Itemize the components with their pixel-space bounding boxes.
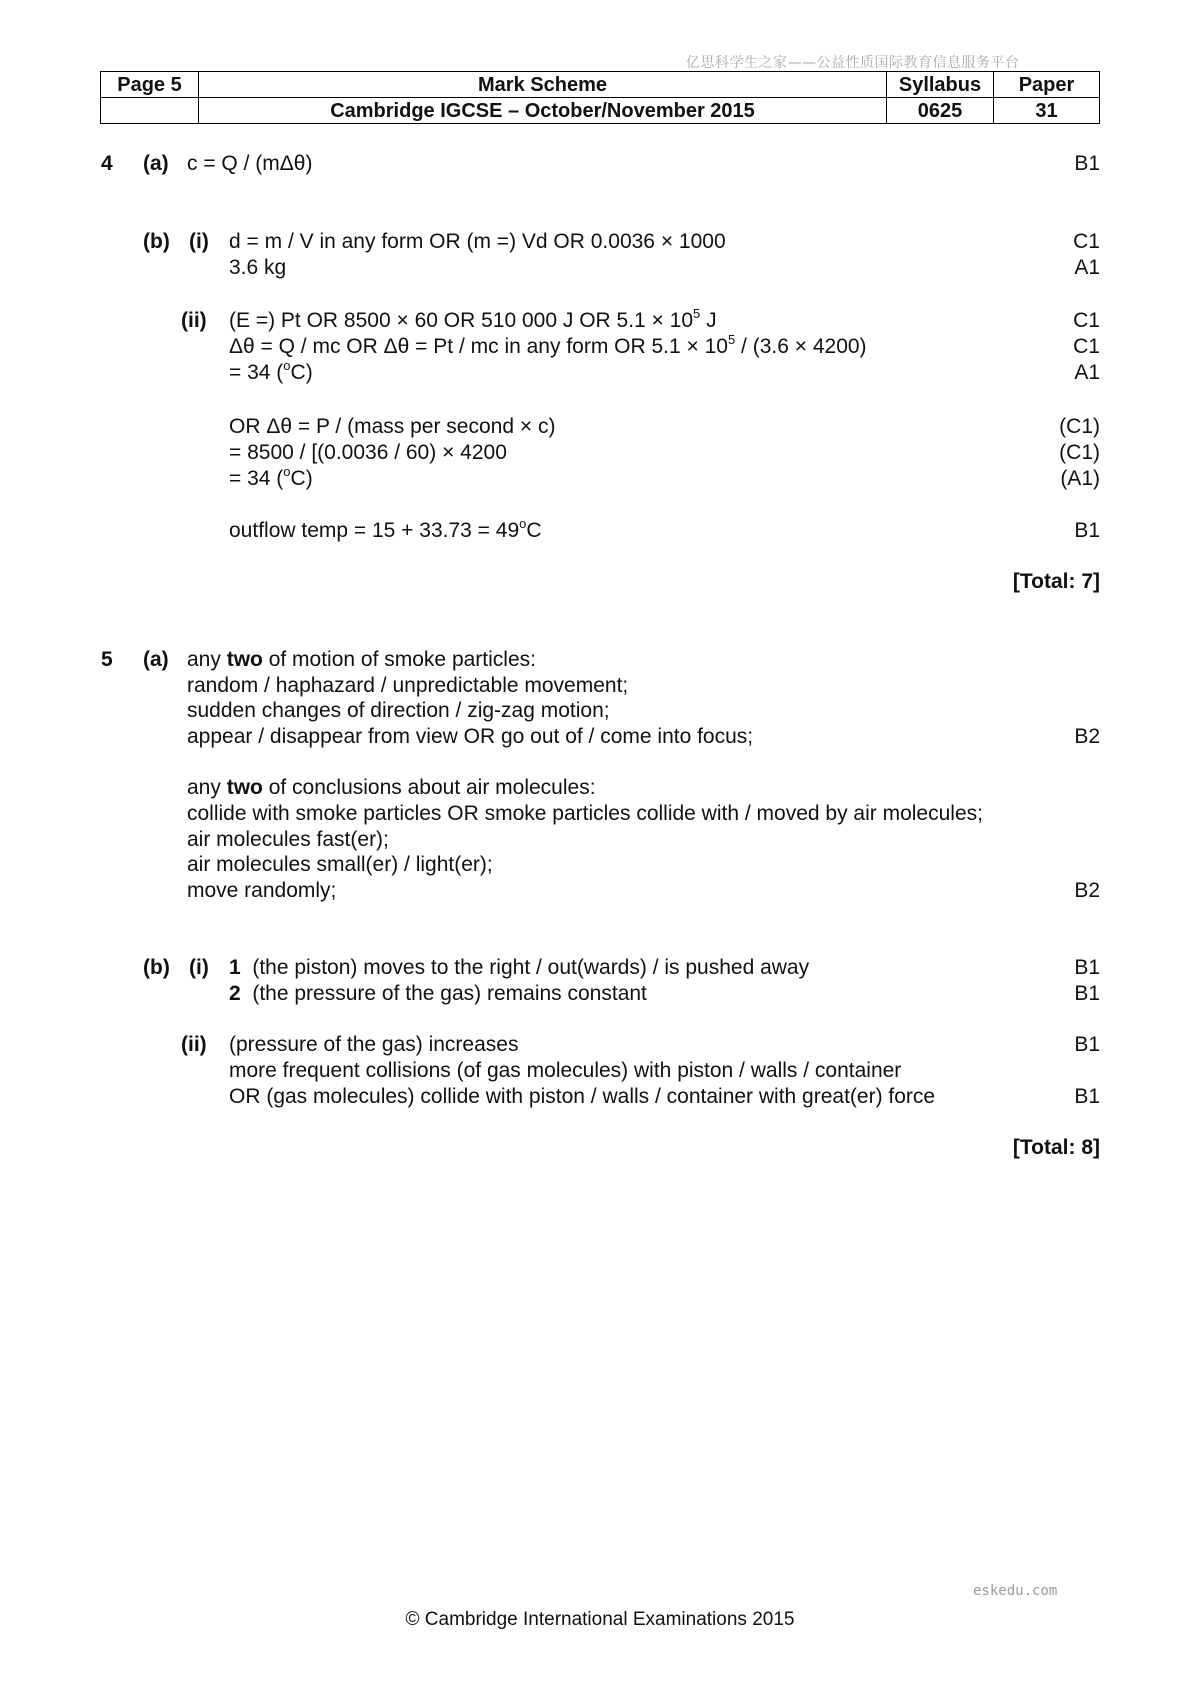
paper-label: Paper	[994, 72, 1100, 98]
answer-line: move randomly;	[187, 879, 337, 902]
answer-line: 3.6 kg	[229, 256, 287, 279]
mark: A1	[1074, 361, 1100, 384]
part-label: (b)	[143, 230, 170, 253]
part-label: (a)	[143, 648, 169, 671]
answer-line: 1 (the piston) moves to the right / out(wards) / is pushed away	[229, 956, 810, 979]
answer-line: = 8500 / [(0.0036 / 60) × 4200	[229, 441, 507, 464]
mark: B1	[1074, 152, 1100, 175]
mark: (C1)	[1059, 415, 1100, 438]
syllabus-code: 0625	[887, 98, 994, 124]
mark: B1	[1074, 982, 1100, 1005]
mark: (A1)	[1060, 467, 1100, 490]
mark: A1	[1074, 256, 1100, 279]
answer-line: more frequent collisions (of gas molecules) with piston / walls / container	[229, 1059, 902, 1082]
mark: B1	[1074, 956, 1100, 979]
answer-line: c = Q / (mΔθ)	[187, 152, 313, 175]
answer-line: Δθ = Q / mc OR Δθ = Pt / mc in any form OR $5.1 \times 10^5 / (3.6 \times 4200)$	[229, 332, 867, 358]
empty-cell	[101, 98, 199, 124]
answer-line: sudden changes of direction / zig-zag motion;	[187, 699, 610, 722]
answer-line: random / haphazard / unpredictable movement;	[187, 674, 629, 697]
answer-line: 2 (the pressure of the gas) remains constant	[229, 982, 647, 1005]
answer-line: appear / disappear from view OR go out of / come into focus;	[187, 725, 754, 748]
mark: C1	[1073, 230, 1100, 253]
copyright-footer: © Cambridge International Examinations 2015	[405, 1609, 795, 1630]
answer-line: OR (gas molecules) collide with piston / walls / container with great(er) force	[229, 1085, 936, 1108]
answer-line: collide with smoke particles OR smoke particles collide with / moved by air molecules;	[187, 802, 983, 825]
answer-line: d = m / V in any form OR (m =) Vd OR 0.0036 × 1000	[229, 230, 726, 253]
syllabus-label: Syllabus	[887, 72, 994, 98]
answer-line: outflow temp = $15 + 33.73 = 49^oC$	[229, 516, 542, 542]
paper-number: 31	[994, 98, 1100, 124]
answer-line: any two of motion of smoke particles:	[187, 648, 536, 671]
header-table	[100, 71, 1100, 124]
document-subtitle: Cambridge IGCSE – October/November 2015	[199, 98, 887, 124]
answer-line: (E =) Pt OR 8500 × 60 OR 510 000 J OR $5.1 \times 10^5$ J	[229, 306, 717, 332]
document-title: Mark Scheme	[199, 72, 887, 98]
answer-line: air molecules small(er) / light(er);	[187, 853, 493, 876]
answer-line: air molecules fast(er);	[187, 828, 389, 851]
answer-line: = 34 ($^o$C)	[229, 358, 313, 384]
answer-line: OR Δθ = P / (mass per second × c)	[229, 415, 556, 438]
mark: C1	[1073, 309, 1100, 332]
total-marks: [Total: 7]	[1012, 570, 1100, 593]
subpart-label: (i)	[189, 956, 209, 979]
total-marks: [Total: 8]	[1012, 1136, 1100, 1159]
subpart-label: (ii)	[181, 1033, 207, 1056]
answer-line: = 34 ($^o$C)	[229, 464, 313, 490]
mark: B2	[1074, 879, 1100, 902]
mark: B2	[1074, 725, 1100, 748]
mark: B1	[1074, 1033, 1100, 1056]
subpart-label: (i)	[189, 230, 209, 253]
part-label: (b)	[143, 956, 170, 979]
question-number: 4	[101, 152, 113, 175]
watermark: 亿思科学生之家——公益性质国际教育信息服务平台	[686, 55, 1020, 71]
answer-line: any two of conclusions about air molecules:	[187, 776, 596, 799]
subpart-label: (ii)	[181, 309, 207, 332]
page-number: Page 5	[101, 72, 199, 98]
mark: B1	[1074, 1085, 1100, 1108]
source-watermark: eskedu.com	[973, 1583, 1058, 1599]
mark: B1	[1074, 519, 1100, 542]
answer-line: (pressure of the gas) increases	[229, 1033, 519, 1056]
mark: (C1)	[1059, 441, 1100, 464]
part-label: (a)	[143, 152, 169, 175]
mark: C1	[1073, 335, 1100, 358]
question-number: 5	[101, 648, 113, 671]
